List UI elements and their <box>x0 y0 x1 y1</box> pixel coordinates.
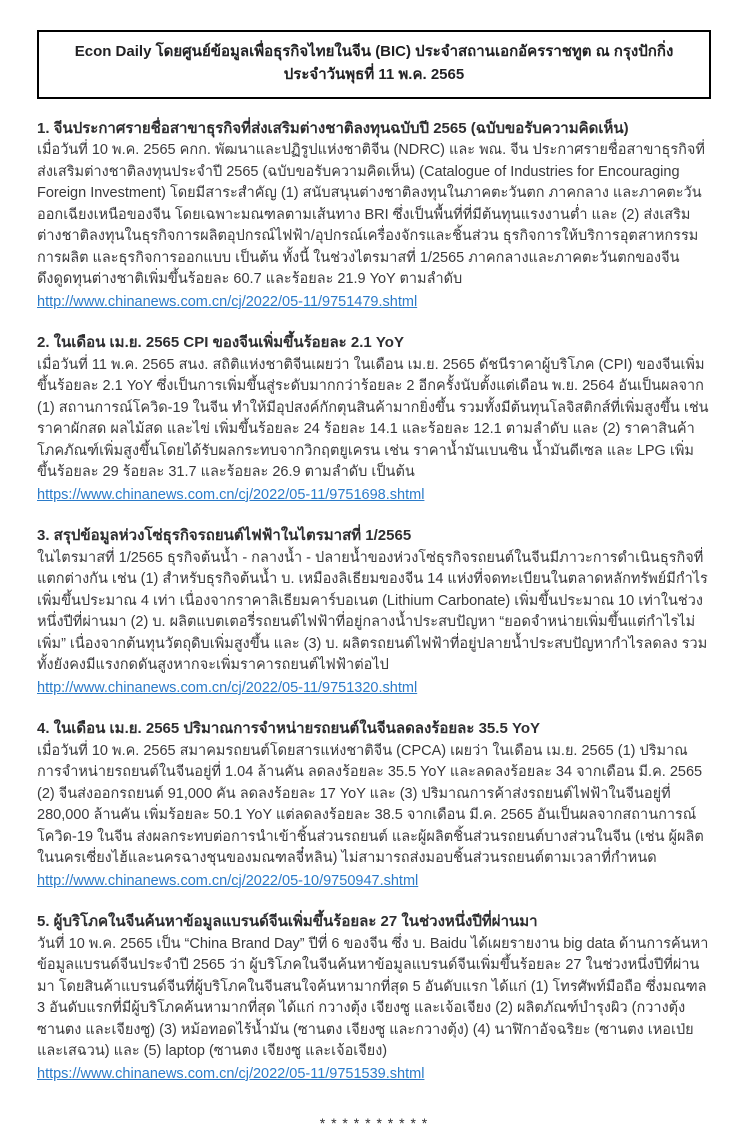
news-section-2 <box>37 332 711 506</box>
news-section-1 <box>37 118 711 313</box>
section-1-heading: 1. จีนประกาศรายชื่อสาขาธุรกิจที่ส่งเสริมต่างชาติลงทุนฉบับปี 2565 (ฉบับขอรับความคิดเห็น) <box>37 119 629 137</box>
footer-separator: * * * * * * * * * * <box>319 1114 429 1131</box>
section-3-heading: 3. สรุปข้อมูลห่วงโซ่ธุรกิจรถยนต์ไฟฟ้าในไตรมาสที่ 1/2565 <box>37 526 412 544</box>
section-2-body: เมื่อวันที่ 11 พ.ค. 2565 สนง. สถิติแห่งชาติจีนเผยว่า ในเดือน เม.ย. 2565 ดัชนีราคาผู้บริโภค (CPI) ของจีนเพิ่มขึ้นร้อยละ 2.1 YoY ซึ่งเป็นการเพิ่มขึ้นสู่ระดับมากกว่าร้อยละ 2 อีกครั้งนับตั้งแต่เดือน พ.ย. 2564 อันเป็นผลจาก (1) สถานการณ์โควิด-19 ในจีน ทำให้มีอุปสงค์กักตุนสินค้ามากยิ่งขึ้น รวมทั้งมีต้นทุนโลจิสติกส์ที่เพิ่มสูงขึ้น เช่น ราคาผักสด ผลไม้สด และไข่ เพิ่มขึ้นร้อยละ 24 ร้อยละ 14.1 และร้อยละ 12.1 ตามลำดับ และ (2) ราคาสินค้าโภคภัณฑ์เพิ่มสูงขึ้นโดยได้รับผลกระทบจากวิกฤตยูเครน เช่น ราคาน้ำมันเบนซิน น้ำมันดีเซล และ LPG เพิ่มขึ้นร้อยละ 29 ร้อยละ 31.7 และร้อยละ 26.9 ตามลำดับ เป็นต้น <box>37 356 709 481</box>
section-5-link[interactable]: https://www.chinanews.com.cn/cj/2022/05-11/9751539.shtml <box>37 1065 425 1082</box>
header-title: Econ Daily โดยศูนย์ข้อมูลเพื่อธุรกิจไทยในจีน (BIC) ประจำสถานเอกอัครราชทูต ณ กรุงปักกิ่ง <box>74 43 674 60</box>
section-1-link[interactable]: http://www.chinanews.com.cn/cj/2022/05-11/9751479.shtml <box>37 293 418 310</box>
news-section-4 <box>37 718 711 892</box>
section-3-link[interactable]: http://www.chinanews.com.cn/cj/2022/05-11/9751320.shtml <box>37 679 418 696</box>
section-5-body: วันที่ 10 พ.ค. 2565 เป็น “China Brand Day” ปีที่ 6 ของจีน ซึ่ง บ. Baidu ได้เผยรายงาน big data ด้านการค้นหาข้อมูลแบรนด์จีนประจำปี 2565 ว่า ผู้บริโภคในจีนค้นหาข้อมูลแบรนด์จีนเพิ่มขึ้นร้อยละ 27 ในช่วงหนึ่งปีที่ผ่านมา โดยสินค้าแบรนด์จีนที่ผู้บริโภคในจีนสนใจค้นหามากที่สุด 5 อันดับแรก ได้แก่ (1) โทรศัพท์มือถือ ซึ่งมณฑล 3 อันดับแรกที่มีผู้บริโภคค้นหามากที่สุด ได้แก่ กวางตุ้ง เจียงซู และเจ้อเจียง (2) ผลิตภัณฑ์บำรุงผิว (กวางตุ้ง ซานตง และเจียงซู) (3) หม้อทอดไร้น้ำมัน (ซานตง เจียงซู และกวางตุ้ง) (4) นาฬิกาอัจฉริยะ (ซานตง เหอเป่ย และเสฉวน) และ (5) laptop (ซานตง เจียงซู และเจ้อเจียง) <box>37 935 709 1060</box>
section-4-link[interactable]: http://www.chinanews.com.cn/cj/2022/05-10/9750947.shtml <box>37 872 419 889</box>
news-section-3 <box>37 525 711 699</box>
section-3-body: ในไตรมาสที่ 1/2565 ธุรกิจต้นน้ำ - กลางน้ำ - ปลายน้ำของห่วงโซ่ธุรกิจรถยนต์ในจีนมีภาวะการดำเนินธุรกิจที่แตกต่างกัน เช่น (1) สำหรับธุรกิจต้นน้ำ บ. เหมืองลิเธียมของจีน 14 แห่งที่จดทะเบียนในตลาดหลักทรัพย์มีกำไรเพิ่มขึ้นประมาณ 4 เท่า เนื่องจากราคาลิเธียมคาร์บอเนต (Lithium Carbonate) เพิ่มขึ้นประมาณ 10 เท่าในช่วงหนึ่งปีที่ผ่านมา (2) บ. ผลิตแบตเตอรี่รถยนต์ไฟฟ้าที่อยู่กลางน้ำประสบปัญหา “ยอดจำหน่ายเพิ่มขึ้นแต่กำไรไม่เพิ่ม” เนื่องจากต้นทุนวัตถุดิบเพิ่มสูงขึ้น และ (3) บ. ผลิตรถยนต์ไฟฟ้าที่อยู่ปลายน้ำประสบปัญหากำไรลดลง รวมทั้งยังคงมีแรงกดดันสูงหากจะเพิ่มราคารถยนต์ไฟฟ้าต่อไป <box>37 549 708 674</box>
section-2-heading: 2. ในเดือน เม.ย. 2565 CPI ของจีนเพิ่มขึ้นร้อยละ 2.1 YoY <box>37 333 404 351</box>
section-5-heading: 5. ผู้บริโภคในจีนค้นหาข้อมูลแบรนด์จีนเพิ่มขึ้นร้อยละ 27 ในช่วงหนึ่งปีที่ผ่านมา <box>37 912 538 930</box>
header-date: ประจำวันพุธที่ 11 พ.ค. 2565 <box>283 66 465 84</box>
section-2-link[interactable]: https://www.chinanews.com.cn/cj/2022/05-11/9751698.shtml <box>37 486 425 503</box>
section-4-body: เมื่อวันที่ 10 พ.ค. 2565 สมาคมรถยนต์โดยสารแห่งชาติจีน (CPCA) เผยว่า ในเดือน เม.ย. 2565 (1) ปริมาณการจำหน่ายรถยนต์ในจีนอยู่ที่ 1.04 ล้านคัน ลดลงร้อยละ 35.5 YoY และลดลงร้อยละ 34 จากเดือน มี.ค. 2565 (2) จีนส่งออกรถยนต์ 91,000 คัน ลดลงร้อยละ 17 YoY และ (3) ปริมาณการค้าส่งรถยนต์ไฟฟ้าในจีนอยู่ที่ 280,000 ล้านคัน เพิ่มร้อยละ 50.1 YoY แต่ลดลงร้อยละ 38.5 จากเดือน มี.ค. 2565 อันเป็นผลจากสถานการณ์โควิด-19 ในจีน ส่งผลกระทบต่อการนำเข้าชิ้นส่วนรถยนต์ และผู้ผลิตชิ้นส่วนรถยนต์บางส่วนในจีน (เช่น ผู้ผลิตในนครเซี่ยงไฮ้และนครฉางชุนของมณฑลจี๋หลิน) ไม่สามารถส่งมอบชิ้นส่วนรถยนต์ตามเวลาที่กำหนด <box>37 742 704 867</box>
section-4-heading: 4. ในเดือน เม.ย. 2565 ปริมาณการจำหน่ายรถยนต์ในจีนลดลงร้อยละ 35.5 YoY <box>37 719 541 737</box>
section-1-body: เมื่อวันที่ 10 พ.ค. 2565 คกก. พัฒนาและปฏิรูปแห่งชาติจีน (NDRC) และ พณ. จีน ประกาศรายชื่อสาขาธุรกิจที่ส่งเสริมต่างชาติลงทุนประจำปี 2565 (ฉบับขอรับความคิดเห็น) (Catalogue of Industries for Encouraging Foreign Investment) โดยมีสาระสำคัญ (1) สนับสนุนต่างชาติลงทุนในภาคตะวันตก ภาคกลาง และภาคตะวันออกเฉียงเหนือของจีน โดยเฉพาะมณฑลตามเส้นทาง BRI ซึ่งเป็นพื้นที่ที่มีต้นทุนแรงงานต่ำ และ (2) ส่งเสริมต่างชาติลงทุนในธุรกิจการผลิตอุปกรณ์ไฟฟ้า/อุปกรณ์เครื่องจักรและชิ้นส่วน ธุรกิจการให้บริการอุตสาหกรรมการผลิต และธุรกิจการออกแบบ เป็นต้น ทั้งนี้ ในช่วงไตรมาสที่ 1/2565 ภาคกลางและภาคตะวันตกของจีนดึงดูดทุนต่างชาติเพิ่มขึ้นร้อยละ 60.7 และร้อยละ 21.9 YoY ตามลำดับ <box>37 142 705 288</box>
header-box <box>37 30 711 99</box>
